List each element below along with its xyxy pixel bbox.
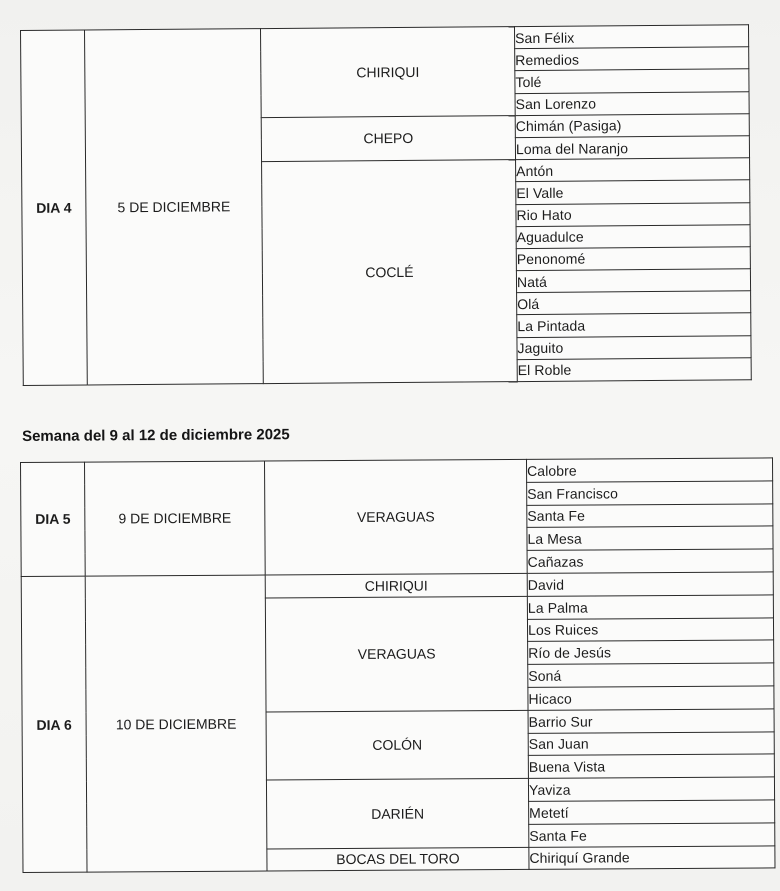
place-cell: David — [527, 572, 773, 596]
place-cell: Natá — [516, 269, 750, 293]
place-cell: Santa Fe — [527, 503, 773, 527]
province-label: COLÓN — [266, 710, 528, 780]
place-cell: Chimán (Pasiga) — [515, 114, 749, 138]
place-cell: Rio Hato — [516, 202, 750, 226]
place-cell: Los Ruices — [527, 617, 773, 641]
place-cell: Buena Vista — [528, 754, 774, 778]
province-label: VERAGUAS — [265, 596, 528, 712]
place-cell: San Lorenzo — [515, 91, 749, 115]
place-cell: El Roble — [517, 358, 751, 382]
day-label: DIA 5 — [21, 462, 86, 576]
place-cell: San Francisco — [527, 481, 773, 505]
place-cell: Soná — [528, 663, 774, 687]
date-label: 10 DE DICIEMBRE — [85, 575, 267, 872]
province-label: COCLÉ — [262, 160, 518, 384]
place-cell: La Pintada — [517, 313, 751, 337]
place-cell: Barrio Sur — [528, 709, 774, 733]
place-cell: Metetí — [529, 800, 775, 824]
province-label: CHIRIQUI — [260, 27, 515, 118]
place-cell: Jaguito — [517, 335, 751, 359]
place-cell: Antón — [516, 158, 750, 182]
place-cell: Santa Fe — [529, 823, 775, 847]
place-cell: Chiriquí Grande — [529, 845, 775, 869]
place-cell: Calobre — [526, 458, 772, 482]
province-label: VERAGUAS — [264, 459, 527, 575]
place-cell: Olá — [517, 291, 751, 315]
place-cell: La Mesa — [527, 526, 773, 550]
date-label: 9 DE DICIEMBRE — [85, 461, 266, 576]
province-label: CHEPO — [261, 115, 515, 161]
date-label: 5 DE DICIEMBRE — [85, 29, 264, 385]
place-cell: Río de Jesús — [528, 640, 774, 664]
place-cell: Tolé — [515, 69, 749, 93]
province-label: BOCAS DEL TORO — [267, 847, 529, 871]
place-cell: Hicaco — [528, 686, 774, 710]
place-cell: Penonomé — [516, 247, 750, 271]
place-cell: La Palma — [527, 595, 773, 619]
day-label: DIA 6 — [21, 576, 87, 873]
day-label: DIA 4 — [21, 30, 88, 385]
province-label: DARIÉN — [266, 779, 528, 849]
place-cell: El Valle — [516, 180, 750, 204]
schedule-table-dia-4 — [20, 24, 752, 386]
place-cell: Loma del Naranjo — [515, 136, 749, 160]
province-label: CHIRIQUI — [265, 573, 527, 597]
place-cell: Yaviza — [528, 777, 774, 801]
section-heading: Semana del 9 al 12 de diciembre 2025 — [22, 426, 290, 445]
place-cell: San Juan — [528, 731, 774, 755]
place-cell: Cañazas — [527, 549, 773, 573]
place-cell: Aguadulce — [516, 224, 750, 248]
place-cell: San Félix — [514, 25, 748, 49]
place-cell: Remedios — [515, 47, 749, 71]
schedule-table-dia-5-6 — [20, 457, 775, 873]
